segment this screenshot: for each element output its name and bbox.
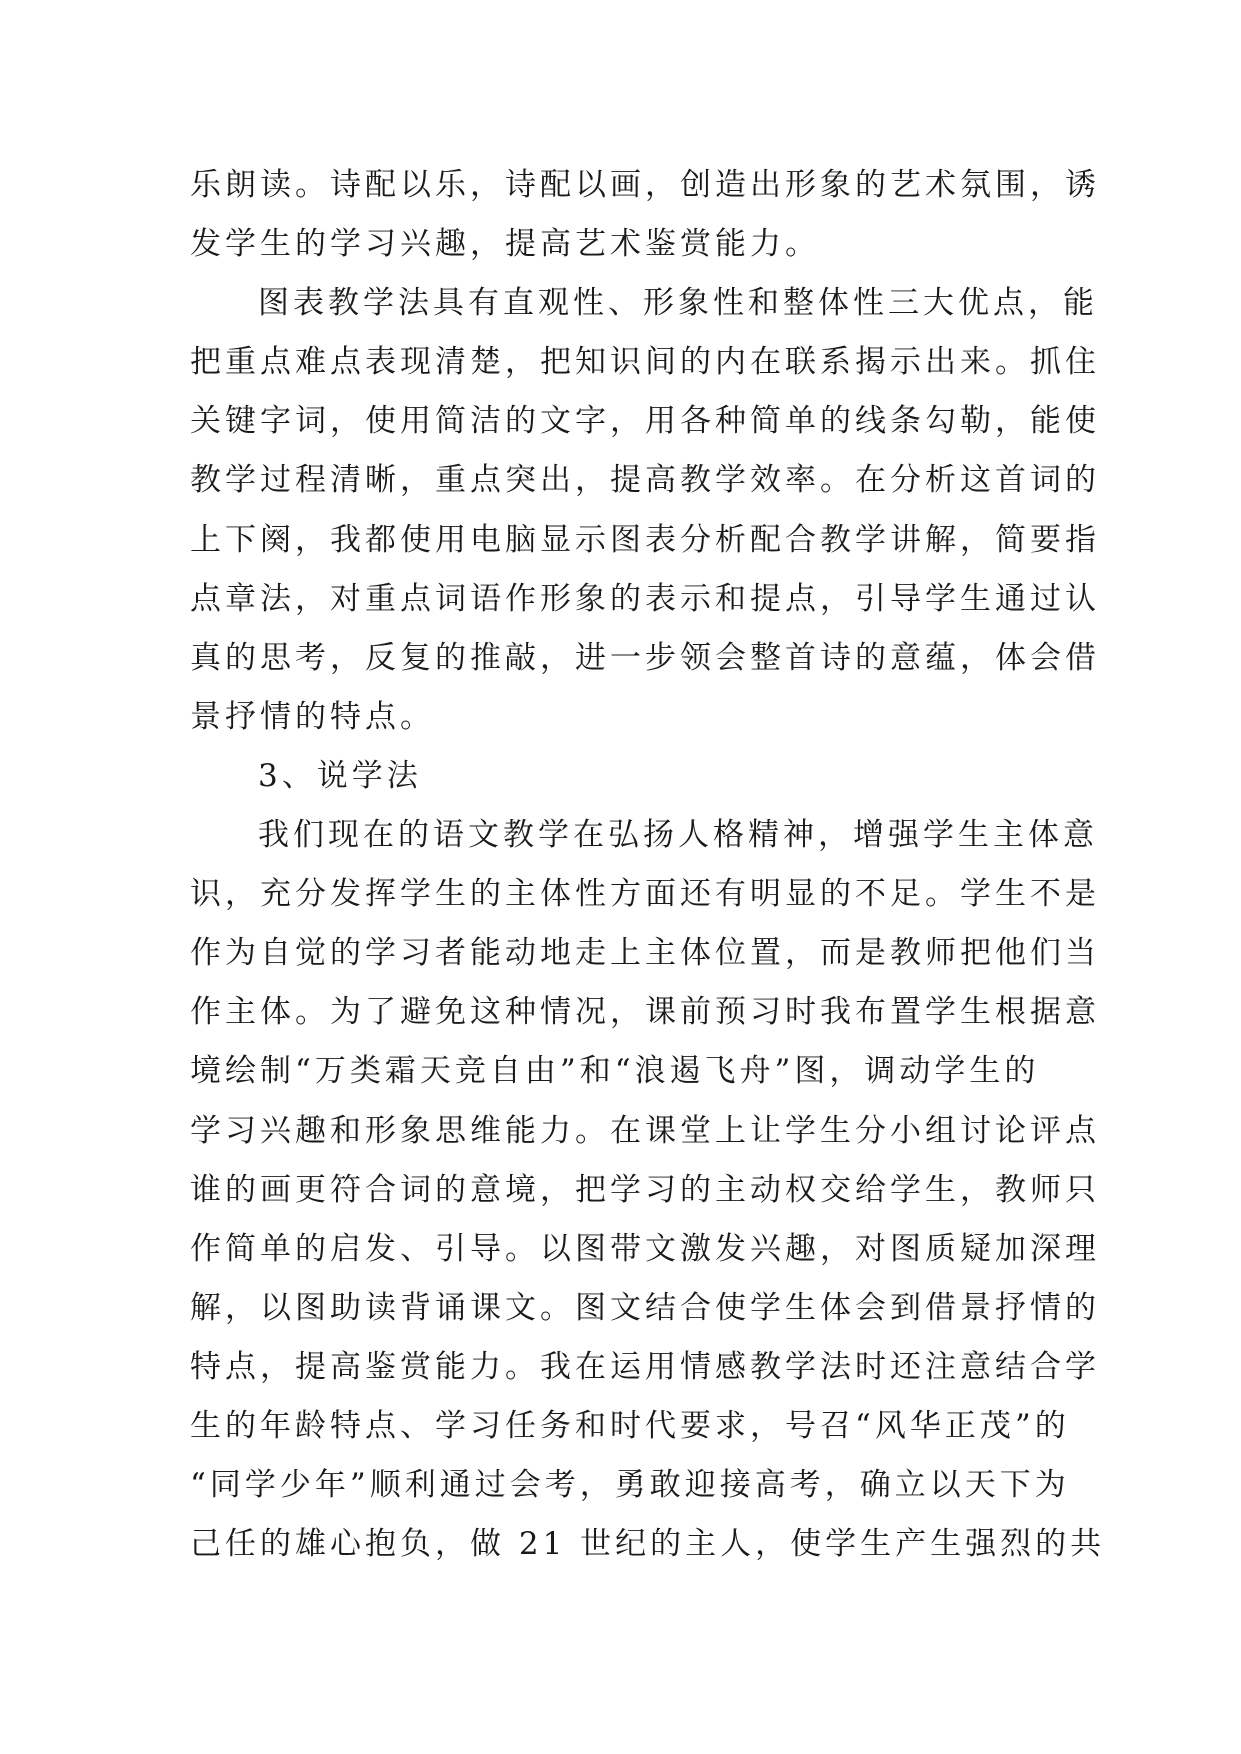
text-line: 解，以图助读背诵课文。图文结合使学生体会到借景抒情的 bbox=[190, 1289, 1100, 1326]
text-line: 乐朗读。诗配以乐，诗配以画，创造出形象的艺术氛围，诱 bbox=[190, 167, 1100, 203]
text-line: 3、说学法 bbox=[258, 757, 422, 794]
text-line: 作主体。为了避免这种情况，课前预习时我布置学生根据意 bbox=[190, 994, 1100, 1031]
text-line: 景抒情的特点。 bbox=[190, 698, 435, 735]
text-line: 上下阕，我都使用电脑显示图表分析配合教学讲解，简要指 bbox=[190, 521, 1100, 558]
text-line: 作简单的启发、引导。以图带文激发兴趣，对图质疑加深理 bbox=[190, 1230, 1100, 1267]
text-line: 我们现在的语文教学在弘扬人格精神，增强学生主体意 bbox=[258, 817, 1098, 854]
text-line: 发学生的学习兴趣，提高艺术鉴赏能力。 bbox=[190, 226, 820, 263]
text-line: 图表教学法具有直观性、形象性和整体性三大优点，能 bbox=[258, 285, 1098, 322]
body-text bbox=[190, 156, 1106, 1574]
text-line: 特点，提高鉴赏能力。我在运用情感教学法时还注意结合学 bbox=[190, 1348, 1100, 1385]
text-line: 识，充分发挥学生的主体性方面还有明显的不足。学生不是 bbox=[190, 876, 1100, 913]
text-line: “同学少年”顺利通过会考，勇敢迎接高考，确立以天下为 bbox=[190, 1467, 1070, 1504]
text-line: 把重点难点表现清楚，把知识间的内在联系揭示出来。抓住 bbox=[190, 344, 1100, 381]
text-line: 己任的雄心抱负，做 21 世纪的主人，使学生产生强烈的共 bbox=[190, 1526, 1106, 1563]
text-line: 境绘制“万类霜天竞自由”和“浪遏飞舟”图，调动学生的 bbox=[190, 1053, 1040, 1090]
text-line: 真的思考，反复的推敲，进一步领会整首诗的意蕴，体会借 bbox=[190, 639, 1100, 676]
text-line: 点章法，对重点词语作形象的表示和提点，引导学生通过认 bbox=[190, 580, 1100, 617]
text-line: 学习兴趣和形象思维能力。在课堂上让学生分小组讨论评点 bbox=[190, 1112, 1100, 1149]
text-line: 谁的画更符合词的意境，把学习的主动权交给学生，教师只 bbox=[190, 1171, 1100, 1208]
text-line: 关键字词，使用简洁的文字，用各种简单的线条勾勒，能使 bbox=[190, 403, 1100, 440]
text-line: 作为自觉的学习者能动地走上主体位置，而是教师把他们当 bbox=[190, 935, 1100, 972]
text-line: 教学过程清晰，重点突出，提高教学效率。在分析这首词的 bbox=[190, 462, 1100, 499]
text-line: 生的年龄特点、学习任务和时代要求，号召“风华正茂”的 bbox=[190, 1407, 1070, 1444]
